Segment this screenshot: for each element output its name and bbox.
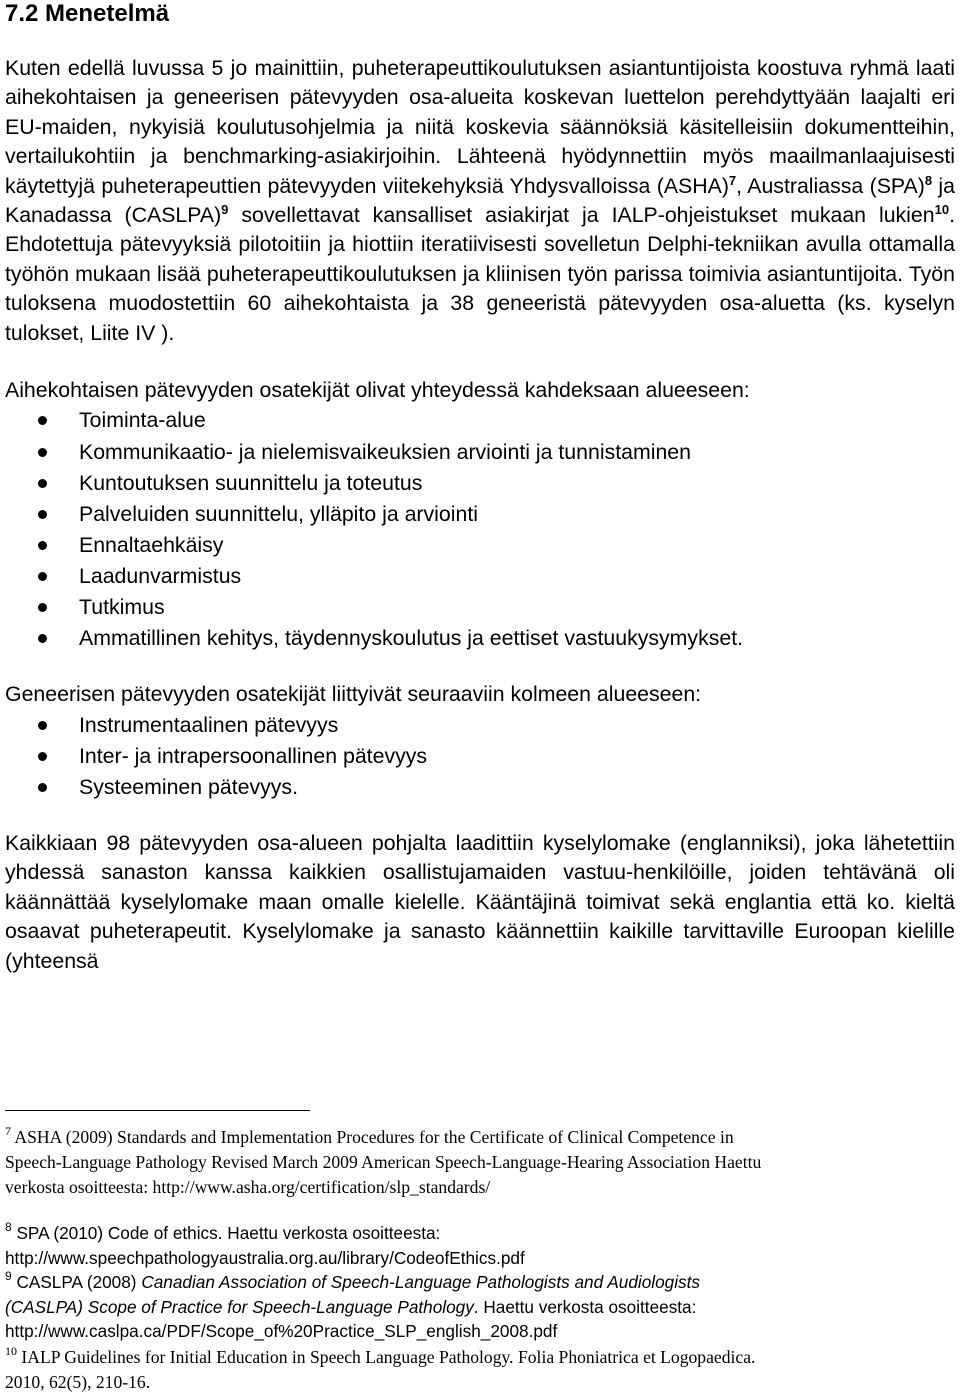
footnote-9: $^9$ CASLPA (2008) Canadian Association of Speech-Language Pathologists and Audiologists (CASLPA) Scope of Practice for Speech-Language Pathology. Haettu verkosta osoitteesta: http://www.caslpa.ca/PDF/Scope_of%20Practice_SLP_english_2008.pdf: [5, 1270, 955, 1344]
footnote-8: $^8$ SPA (2010) Code of ethics. Haettu verkosta osoitteesta: http://www.speechpathologyaustralia.org.au/library/CodeofEthics.pdf: [5, 1221, 955, 1270]
list-item: Ammatillinen kehitys, täydennyskoulutus ja eettiset vastuukysymykset.: [5, 623, 955, 654]
paragraph-text: . Ehdotettuja pätevyyksiä pilotoitiin ja hiottiin iteratiivisesti sovelletun Delphi-tekniikan avulla ottamalla työhön mukaan lisää puheterapeuttikoulutuksen ja kliinisen työn parissa toimivia asiantuntijoita. Työn tuloksena muodostettiin 60 aihekohtaista ja 38 geneeristä pätevyyden osa-aluetta (ks. kyselyn tulokset, Liite IV ).: [5, 203, 955, 345]
footnote-link[interactable]: verkosta osoitteesta: http://www.asha.org/certification/slp_standards/: [5, 1177, 491, 1197]
footnote-ref-10[interactable]: 10: [934, 202, 950, 218]
paragraph-questionnaire: Kaikkiaan 98 pätevyyden osa-alueen pohjalta laadittiin kyselylomake (englanniksi), joka lähetettiin yhdessä sanaston kanssa kaikkien osallistujamaiden vastuu-henkilöille, joiden tehtävänä oli käännättää kyselylomake maan omalle kielelle. Kääntäjinä toimivat sekä englantia että ko. kieltä osaavat puheterapeutit. Kyselylomake ja sanasto käännettiin kaikille tarvittaville Euroopan kielille (yhteensä: [5, 830, 955, 973]
bullet-icon: [38, 479, 47, 488]
bullet-icon: [38, 572, 47, 581]
paragraph-specific-competence-intro: Aihekohtaisen pätevyyden osatekijät olivat yhteydessä kahdeksaan alueeseen:: [5, 378, 750, 403]
paragraph-method-intro: [5, 54, 955, 348]
footnote-ref-8[interactable]: 8: [924, 172, 933, 188]
specific-competence-list: [5, 405, 955, 654]
paragraph-text: sovellettavat kansalliset asiakirjat ja IALP-ohjeistukset mukaan lukien: [228, 203, 935, 228]
list-item: Systeeminen pätevyys.: [5, 772, 955, 803]
section-heading: 7.2 Menetelmä: [5, 0, 170, 27]
list-item: Instrumentaalinen pätevyys: [5, 710, 955, 741]
generic-competence-list: [5, 710, 955, 803]
bullet-icon: [38, 416, 47, 425]
list-item: Palveluiden suunnittelu, ylläpito ja arviointi: [5, 499, 955, 530]
list-item: Laadunvarmistus: [5, 561, 955, 592]
bullet-icon: [38, 783, 47, 792]
paragraph-text: , Australiassa (SPA): [736, 173, 925, 198]
footnote-10: $^{10}$ IALP Guidelines for Initial Education in Speech Language Pathology. Folia Phoniatrica et Logopaedica. 2010, 62(5), 210-16.: [5, 1344, 756, 1392]
footnote-ref-7[interactable]: 7: [728, 172, 737, 188]
list-item: Kommunikaatio- ja nielemisvaikeuksien arviointi ja tunnistaminen: [5, 437, 955, 468]
list-item: Ennaltaehkäisy: [5, 530, 955, 561]
footnote-number: 10: [5, 1344, 17, 1358]
paragraph-text: Kuten edellä luvussa 5 jo mainittiin, puheterapeuttikoulutuksen asiantuntijoista koostuva ryhmä laati aihekohtaisen ja geneerisen pätevyyden osa-alueita koskevan luettelon perehdyttyään laajalti eri EU-maiden, nykyisiä koulutusohjelmia ja niitä koskevia säännöksiä käsitelleisiin dokumentteihin, vertailukohtiin ja benchmarking-asiakirjoihin. Lähteenä hyödynnettiin myös maailmanlaajuisesti käytettyjä puheterapeuttien pätevyyden viitekehyksiä Yhdysvalloissa (ASHA): [5, 56, 955, 198]
footnote-separator: [5, 1110, 310, 1111]
list-item: Kuntoutuksen suunnittelu ja toteutus: [5, 468, 955, 499]
bullet-icon: [38, 603, 47, 612]
footnote-link[interactable]: http://www.caslpa.ca/PDF/Scope_of%20Practice_SLP_english_2008.pdf: [5, 1321, 558, 1342]
footnote-number: 9: [5, 1269, 12, 1283]
bullet-icon: [38, 448, 47, 457]
footnote-number: 8: [5, 1220, 12, 1234]
list-item: Toiminta-alue: [5, 405, 955, 436]
footnote-number: 7: [5, 1124, 11, 1138]
paragraph-text: ja Kanadassa (CASLPA): [5, 173, 955, 228]
bullet-icon: [38, 752, 47, 761]
list-item: Tutkimus: [5, 592, 955, 623]
footnote-link[interactable]: http://www.speechpathologyaustralia.org.au/library/CodeofEthics.pdf: [5, 1247, 525, 1268]
footnote-ref-9[interactable]: 9: [221, 202, 229, 218]
list-item: Inter- ja intrapersoonallinen pätevyys: [5, 741, 955, 772]
paragraph-generic-competence-intro: Geneerisen pätevyyden osatekijät liittyivät seuraaviin kolmeen alueeseen:: [5, 682, 702, 707]
bullet-icon: [38, 634, 47, 643]
bullet-icon: [38, 510, 47, 519]
bullet-icon: [38, 541, 47, 550]
bullet-icon: [38, 721, 47, 730]
document-page: [5, 0, 955, 1392]
footnote-7: $^7$ ASHA (2009) Standards and Implementation Procedures for the Certificate of Clinical Competence in Speech-Language Pathology Revised March 2009 American Speech-Language-Hearing Association Haettu verkosta osoitteesta: http://www.asha.org/certification/slp_standards/: [5, 1125, 955, 1200]
